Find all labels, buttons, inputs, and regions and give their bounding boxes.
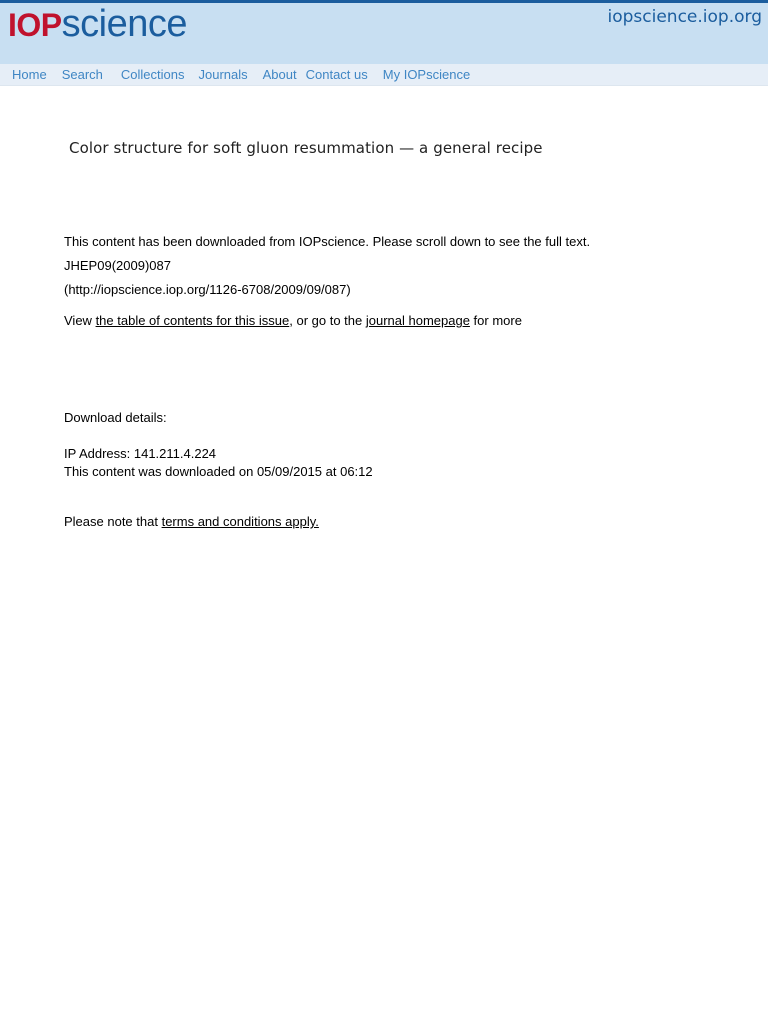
nav-collections[interactable]: Collections xyxy=(120,67,185,82)
nav-journals[interactable]: Journals xyxy=(198,67,248,82)
view-line xyxy=(64,313,522,328)
nav-search[interactable]: Search xyxy=(61,67,103,82)
toc-link[interactable]: the table of contents for this issue xyxy=(95,313,290,328)
nav-my-iopscience[interactable]: My IOPscience xyxy=(382,67,471,82)
logo-iop-text: IOP xyxy=(8,7,62,43)
journal-homepage-link[interactable]: journal homepage xyxy=(365,313,470,328)
iopscience-logo[interactable] xyxy=(8,5,187,43)
article-title: Color structure for soft gluon resummation — a general recipe xyxy=(69,139,543,157)
main-nav xyxy=(0,64,768,86)
nav-contact-us[interactable]: Contact us xyxy=(305,67,368,82)
ip-address: IP Address: 141.211.4.224 xyxy=(64,446,217,461)
nav-home[interactable]: Home xyxy=(12,67,47,82)
logo-science-text: science xyxy=(61,3,187,45)
terms-link[interactable]: terms and conditions apply. xyxy=(161,514,319,529)
terms-prefix: Please note that xyxy=(64,514,162,529)
download-notice: This content has been downloaded from IOPscience. Please scroll down to see the full text. xyxy=(64,234,591,249)
citation: JHEP09(2009)087 xyxy=(64,258,171,273)
download-details-heading: Download details: xyxy=(64,410,167,425)
view-prefix: View xyxy=(64,313,96,328)
article-url: (http://iopscience.iop.org/1126-6708/2009/09/087) xyxy=(64,282,351,297)
site-header xyxy=(0,0,768,64)
terms-line xyxy=(64,514,319,529)
download-timestamp: This content was downloaded on 05/09/2015 at 06:12 xyxy=(64,464,373,479)
view-suffix: for more xyxy=(469,313,522,328)
view-middle: , or go to the xyxy=(289,313,366,328)
site-url[interactable]: iopscience.iop.org xyxy=(607,7,762,27)
nav-about[interactable]: About xyxy=(262,67,297,82)
